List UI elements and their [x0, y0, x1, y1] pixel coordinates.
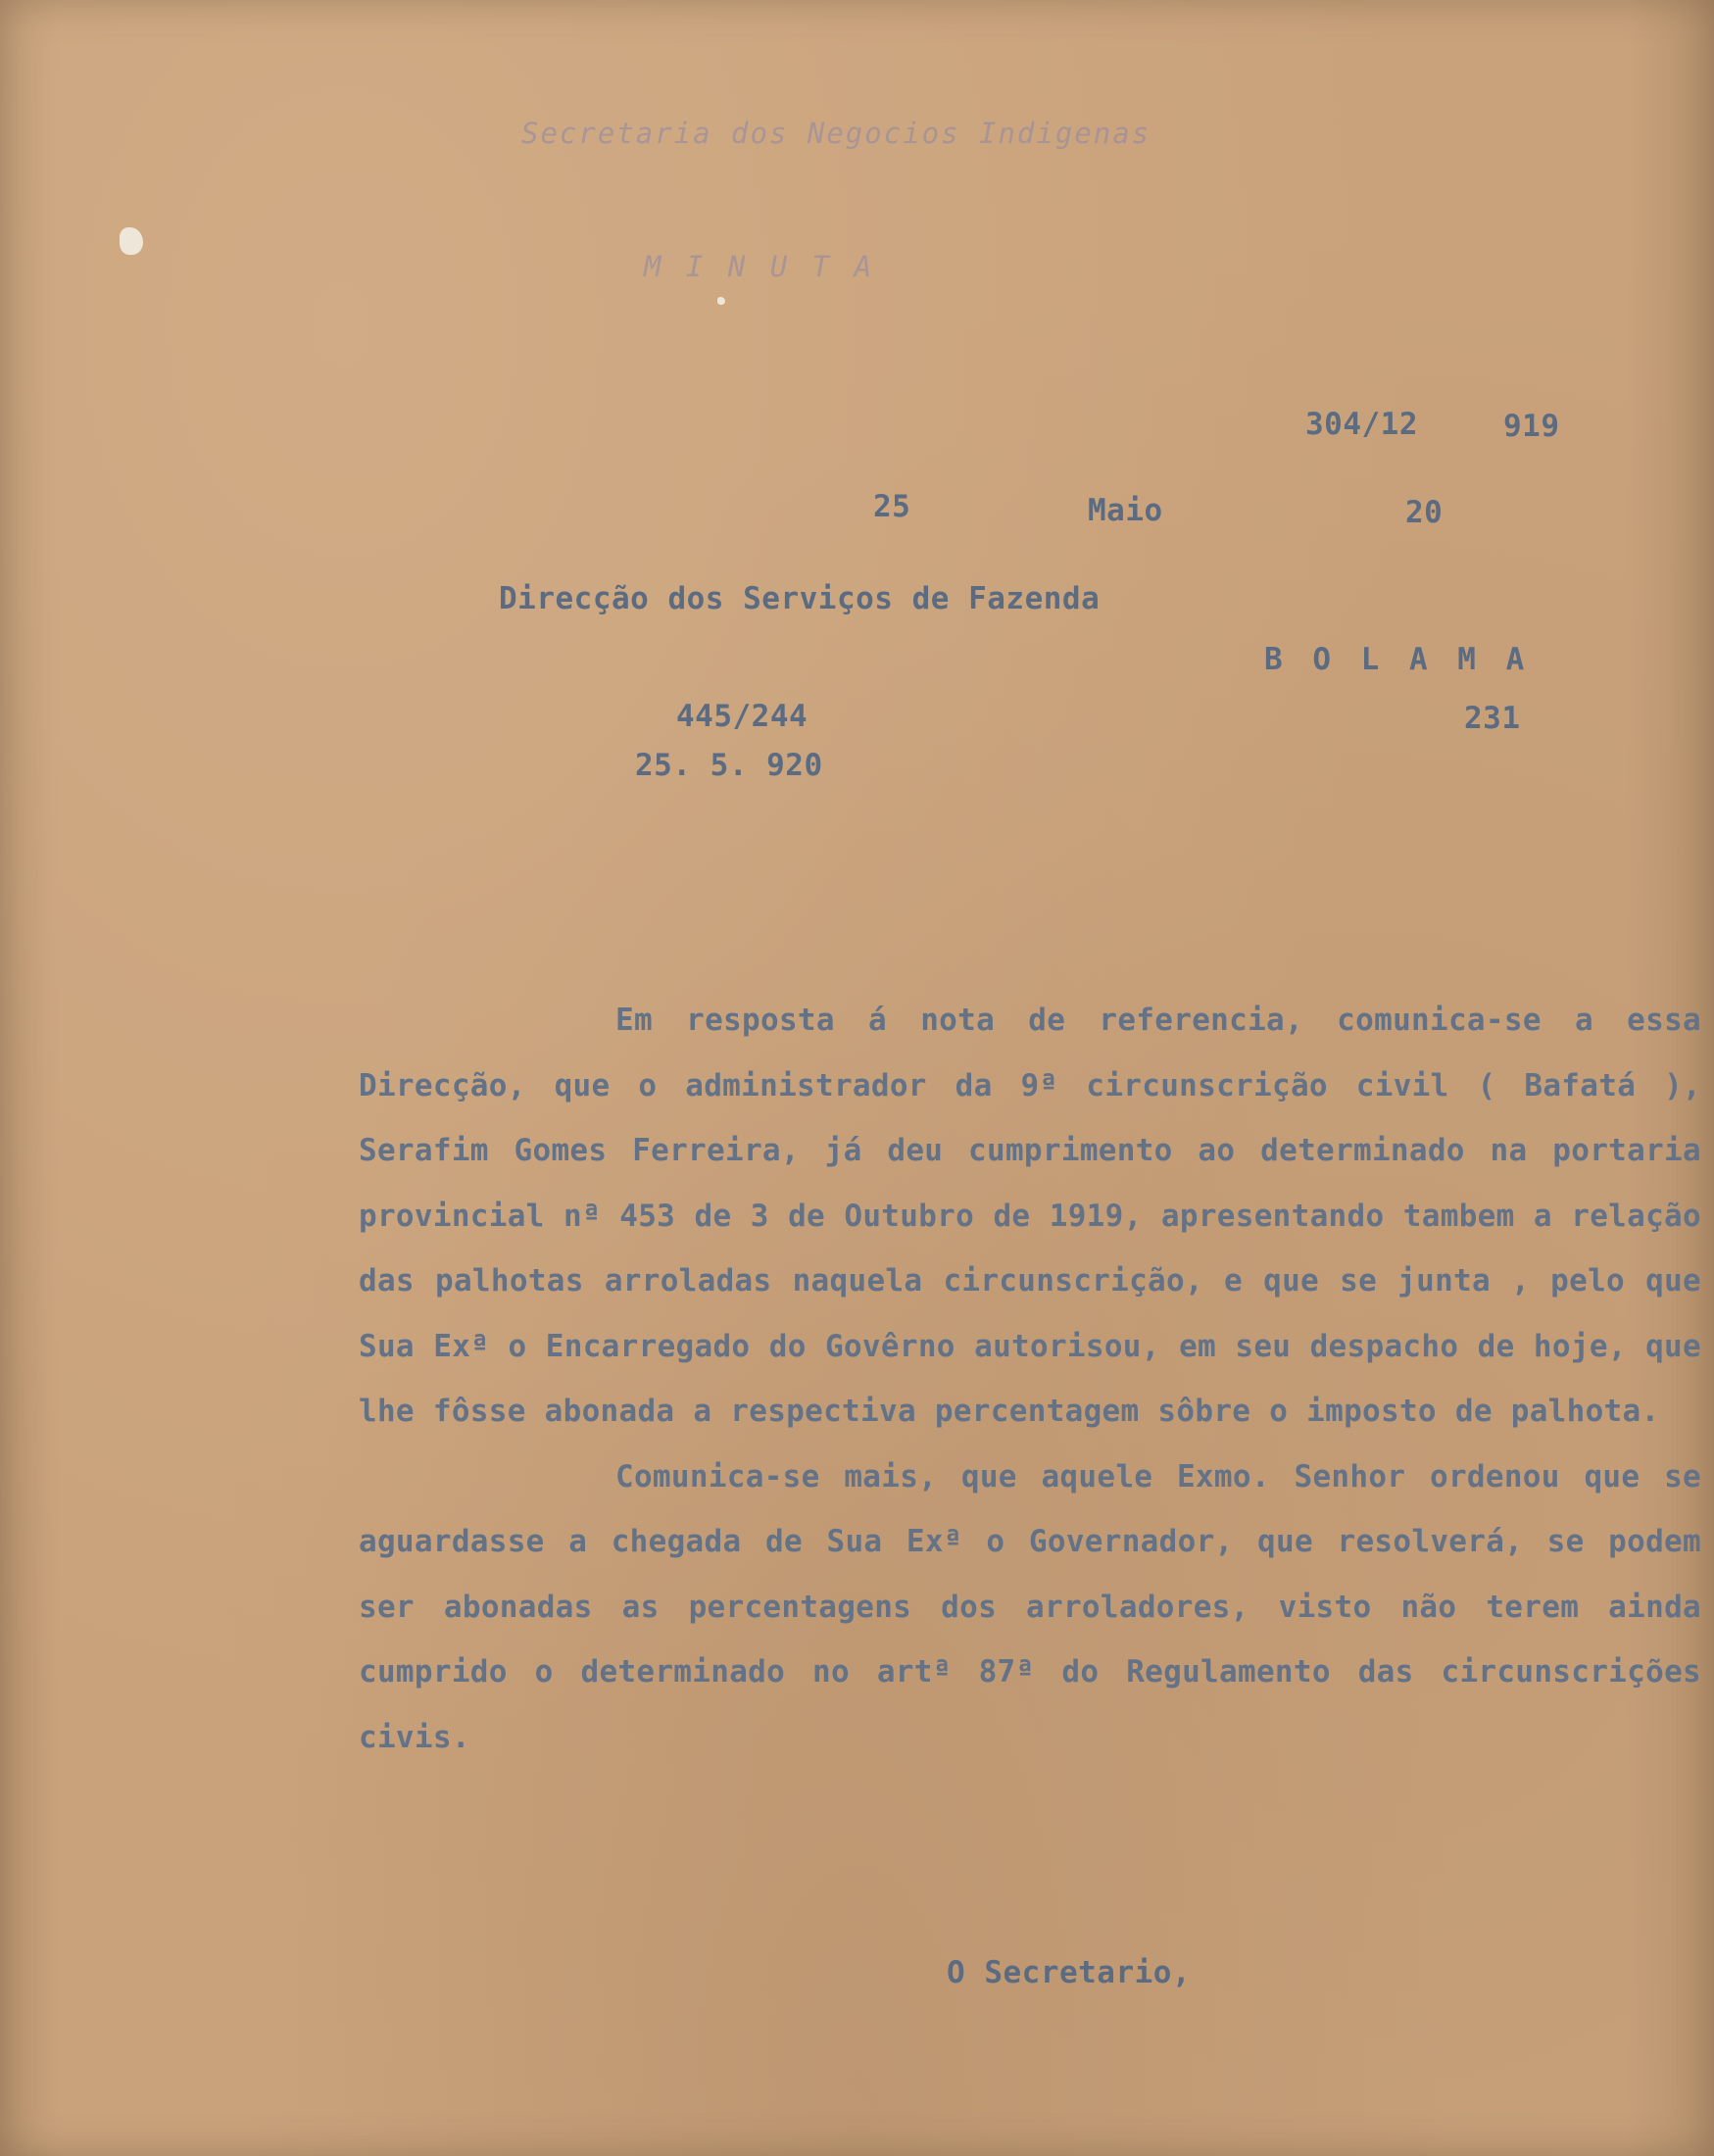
faint-letterhead: Secretaria dos Negocios Indigenas	[521, 117, 1151, 150]
date-year: 20	[1405, 495, 1444, 530]
letter-body	[359, 988, 1701, 1770]
body-paragraph: Comunica-se mais, que aquele Exmo. Senhor ordenou que se aguardasse a chegada de Sua Exª o Governador, que resolverá, se podem ser abonadas as percentagens dos arroladores, visto não terem ainda cumprido o determinado no artª 87ª do Regulamento das circunscrições civis.	[359, 1458, 1701, 1755]
body-paragraph: Em resposta á nota de referencia, comunica-se a essa Direcção, que o administrador da 9ª circunscrição civil ( Bafatá ), Serafim Gomes Ferreira, já deu cumprimento ao determinado na portaria provincial nª 453 de 3 de Outubro de 1919, apresentando tambem a relação das palhotas arroladas naquela circunscrição, e que se junta , pelo que Sua Exª o Encarregado do Govêrno autorisou, em seu despacho de hoje, que lhe fôsse abonada a respectiva percentagem sôbre o imposto de palhota.	[359, 1003, 1701, 1429]
date-month: Maio	[1088, 493, 1163, 528]
reference-number: 304/12	[1305, 407, 1418, 442]
addressee-place: B O L A M A	[1264, 642, 1531, 677]
signature-line: O Secretario,	[947, 1955, 1192, 1990]
reference-series: 919	[1503, 409, 1560, 444]
date-day: 25	[873, 489, 911, 524]
incoming-date: 25. 5. 920	[635, 748, 823, 783]
incoming-number: 445/244	[676, 699, 808, 734]
paper-hole	[120, 227, 143, 255]
incoming-code: 231	[1464, 701, 1521, 736]
faint-minuta-stamp: M I N U T A	[644, 250, 876, 283]
paper-hole	[717, 297, 725, 305]
addressee-name: Direcção dos Serviços de Fazenda	[499, 581, 1101, 616]
